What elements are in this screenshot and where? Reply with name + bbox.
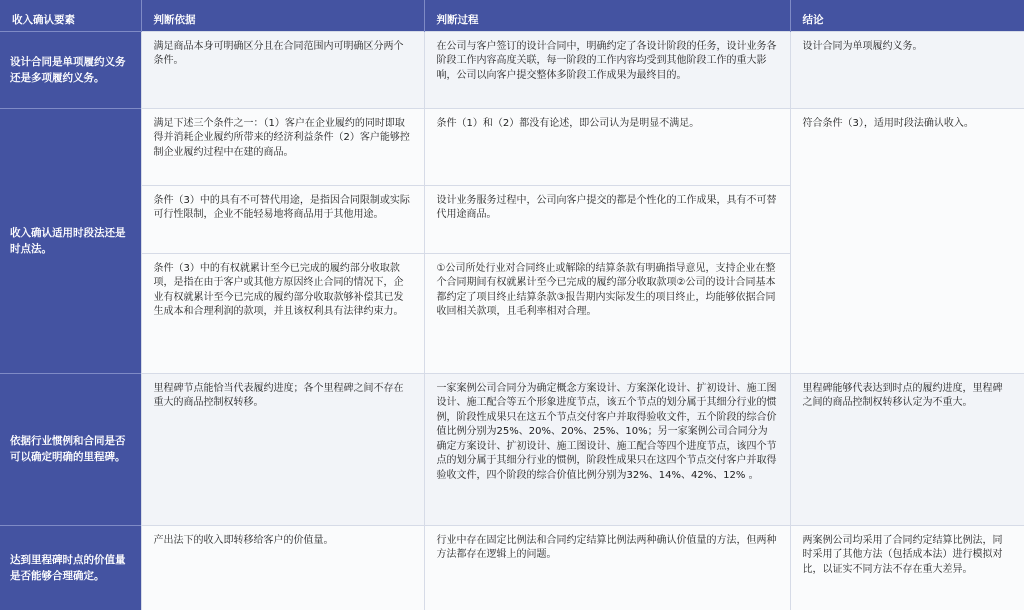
row-basis: 产出法下的收入即转移给客户的价值量。 <box>141 525 424 610</box>
row-conclusion: 里程碑能够代表达到时点的履约进度，里程碑之间的商品控制权转移认定为不重大。 <box>790 373 1024 525</box>
row-process: 在公司与客户签订的设计合同中，明确约定了各设计阶段的任务，设计业务各阶段工作内容高度关联，每一阶段的工作内容均受到其他阶段工作的重大影响，公司以向客户提交整体多阶段工作成果为最终目的。 <box>424 31 790 108</box>
row-process: 条件（1）和（2）都没有论述，即公司认为是明显不满足。 <box>424 108 790 185</box>
header-element: 收入确认要素 <box>0 0 141 31</box>
header-basis: 判断依据 <box>141 0 424 31</box>
row-conclusion: 设计合同为单项履约义务。 <box>790 31 1024 108</box>
row-element: 达到里程碑时点的价值量是否能够合理确定。 <box>0 525 141 610</box>
table-row <box>0 31 1024 108</box>
row-conclusion: 两案例公司均采用了合同约定结算比例法，同时采用了其他方法（包括成本法）进行模拟对比，以证实不同方法不存在重大差异。 <box>790 525 1024 610</box>
row-element: 收入确认适用时段法还是时点法。 <box>0 108 141 373</box>
header-conclusion: 结论 <box>790 0 1024 31</box>
row-basis: 条件（3）中的具有不可替代用途，是指因合同限制或实际可行性限制，企业不能轻易地将商品用于其他用途。 <box>141 185 424 253</box>
row-element: 依据行业惯例和合同是否可以确定明确的里程碑。 <box>0 373 141 525</box>
row-basis: 满足下述三个条件之一：（1）客户在企业履约的同时即取得并消耗企业履约所带来的经济利益条件（2）客户能够控制企业履约过程中在建的商品。 <box>141 108 424 185</box>
row-basis: 里程碑节点能恰当代表履约进度；各个里程碑之间不存在重大的商品控制权转移。 <box>141 373 424 525</box>
row-process: 一家案例公司合同分为确定概念方案设计、方案深化设计、扩初设计、施工图设计、施工配合等五个形象进度节点，该五个节点的划分属于其细分行业的惯例，阶段性成果只在这五个节点交付客户并取得验收文件，五个阶段的综合价值比例分别为25%、20%、20%、25%、10%；另一家案例公司合同分为确定方案设计、扩初设计、施工图设计、施工配合等四个进度节点，该四个节点的划分属于其细分行业的惯例，阶段性成果只在这四个节点交付客户并取得验收文件，四个阶段的综合价值比例分别为32%、14%、42%、12% 。 <box>424 373 790 525</box>
header-process: 判断过程 <box>424 0 790 31</box>
row-process: 行业中存在固定比例法和合同约定结算比例法两种确认价值量的方法，但两种方法都存在逻辑上的问题。 <box>424 525 790 610</box>
table-row <box>0 525 1024 610</box>
table-row <box>0 108 1024 185</box>
table-row <box>0 373 1024 525</box>
header-row <box>0 0 1024 31</box>
row-basis: 满足商品本身可明确区分且在合同范围内可明确区分两个条件。 <box>141 31 424 108</box>
row-process: 设计业务服务过程中，公司向客户提交的都是个性化的工作成果，具有不可替代用途商品。 <box>424 185 790 253</box>
row-process: ①公司所处行业对合同终止或解除的结算条款有明确指导意见，支持企业在整个合同期间有权就累计至今已完成的履约部分收取款项②公司的设计合同基本都约定了项目终止结算条款③报告期内实际发生的项目终止，均能够依据合同收回相关款项，且毛利率相对合理。 <box>424 253 790 373</box>
row-basis: 条件（3）中的有权就累计至今已完成的履约部分收取款项，是指在由于客户或其他方原因终止合同的情况下，企业有权就累计至今已完成的履约部分收取款够补偿其已发生成本和合理利润的款项，并且该权利具有法律约束力。 <box>141 253 424 373</box>
row-element: 设计合同是单项履约义务还是多项履约义务。 <box>0 31 141 108</box>
row-conclusion: 符合条件（3），适用时段法确认收入。 <box>790 108 1024 373</box>
